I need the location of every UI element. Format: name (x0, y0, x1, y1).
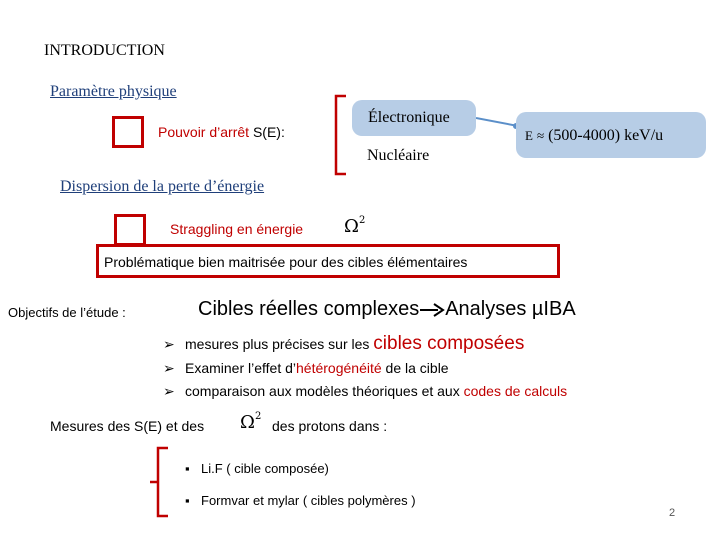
straggling-label: Straggling en énergie (170, 221, 304, 237)
problem-text: Problématique bien maitrisée pour des cibles élémentaires (104, 254, 468, 270)
checkbox-square-1 (112, 116, 144, 148)
bullet-item-1: ➢ mesures plus précises sur les cibles composées (163, 333, 525, 354)
arrow-bullet-icon: ➢ (163, 360, 175, 376)
omega-squared-symbol-1: $\Omega^2$ (344, 215, 366, 237)
omega-squared-symbol-2: $\Omega^2$ (240, 411, 262, 433)
bullet-item-2: ➢ Examiner l’effet d’hétérogénéité de la cible (163, 360, 449, 376)
measure-item-1: ▪ Li.F ( cible composée) (185, 461, 329, 476)
energy-range: E ≈ (500-4000) keV/u (525, 127, 664, 144)
bracket-1 (330, 94, 350, 176)
checkbox-square-2 (114, 214, 146, 246)
bracket-2 (148, 446, 172, 518)
connector-arrow (476, 112, 520, 132)
section-heading-physical-parameter: Paramètre physique (50, 83, 177, 100)
electronic-label: Électronique (368, 109, 450, 126)
measure-item-2: ▪ Formvar et mylar ( cibles polymères ) (185, 493, 416, 508)
nuclear-label: Nucléaire (367, 147, 430, 164)
arrow-right-icon (419, 302, 445, 318)
stopping-power-label: Pouvoir d’arrêt S(E): (158, 124, 285, 140)
square-bullet-icon: ▪ (185, 461, 190, 476)
page-number: 2 (669, 507, 676, 519)
section-heading-dispersion: Dispersion de la perte d’énergie (60, 178, 265, 195)
arrow-bullet-icon: ➢ (163, 383, 175, 399)
arrow-bullet-icon: ➢ (163, 336, 175, 352)
page-title: INTRODUCTION (44, 42, 165, 59)
bullet-item-3: ➢ comparaison aux modèles théoriques et aux codes de calculs (163, 383, 568, 399)
objectives-headline: Cibles réelles complexes Analyses µIBA (198, 298, 576, 320)
square-bullet-icon: ▪ (185, 493, 190, 508)
measures-line: Mesures des S(E) et des (50, 418, 205, 434)
measures-suffix: des protons dans : (272, 418, 388, 434)
objectives-label: Objectifs de l’étude : (8, 305, 126, 320)
